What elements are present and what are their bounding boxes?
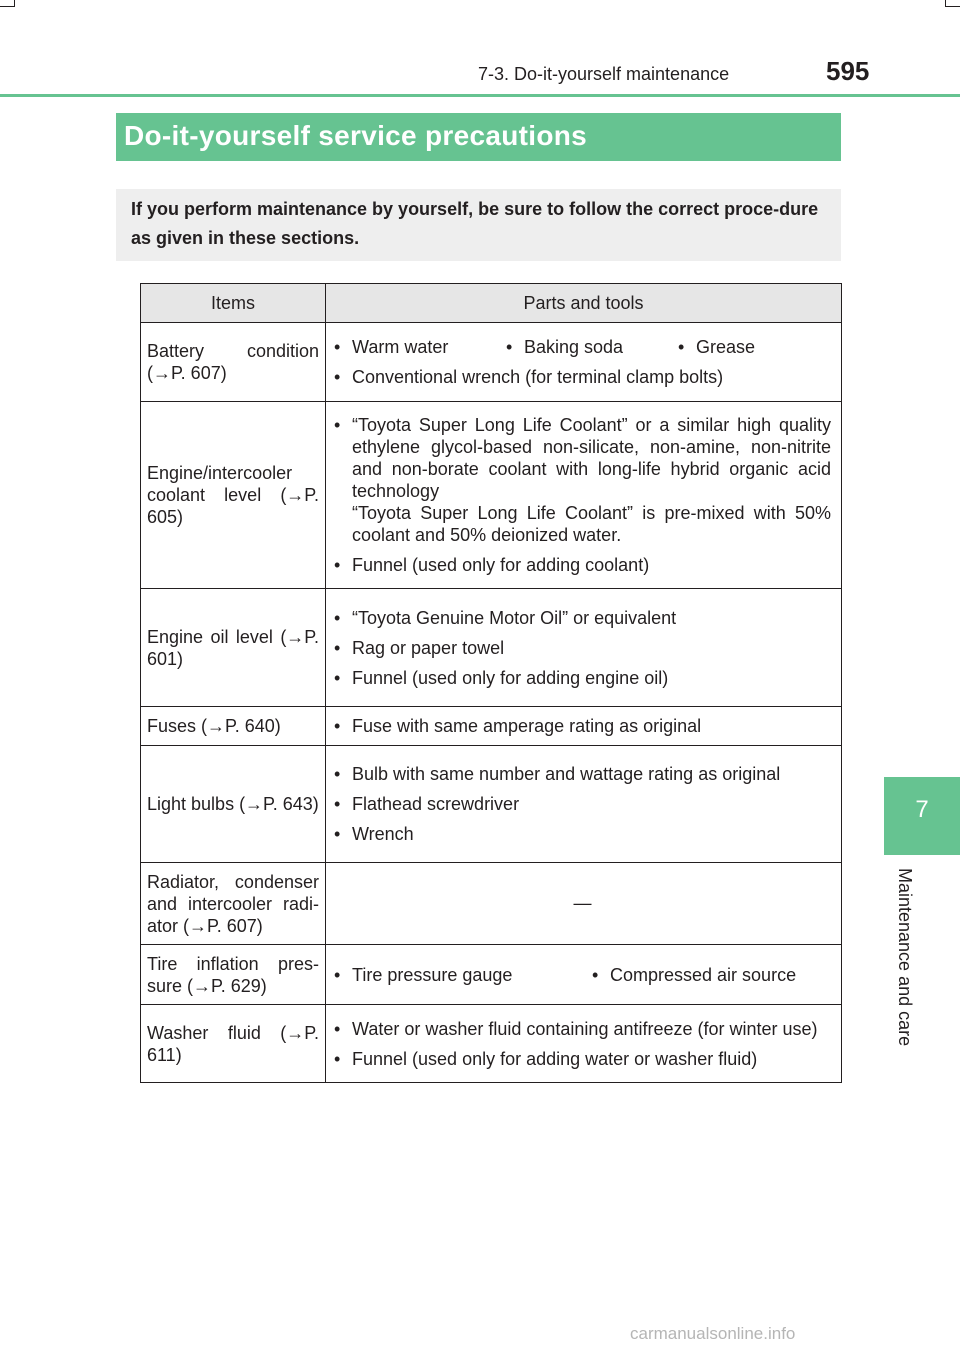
item-cell: Engine/intercooler coolant level (→P. 605) [141, 402, 326, 589]
bullet-item: • Funnel (used only for adding water or washer fluid) [334, 1048, 758, 1069]
chapter-label: Maintenance and care [895, 868, 915, 1047]
bullet-item: • Conventional wrench (for terminal clamp bolts) [334, 367, 724, 387]
item-cell: Engine oil level (→P. 601) [141, 589, 326, 707]
bullet-item: • Warm water [334, 337, 449, 357]
bullet-item: • Wrench [334, 824, 414, 844]
parts-cell [326, 707, 842, 746]
bullet-item: • Baking soda [506, 337, 624, 357]
bullet-item: • Fuse with same amperage rating as original [334, 716, 702, 736]
parts-cell-empty: — [326, 863, 842, 945]
crop-mark [0, 6, 15, 7]
table-row [141, 402, 842, 589]
parts-table [140, 283, 842, 1083]
bullet-item: • Compressed air source [592, 964, 797, 985]
bullet-item: • Funnel (used only for adding coolant) [334, 555, 650, 575]
item-cell: Tire inflation pres-sure (→P. 629) [141, 945, 326, 1005]
page-number: 595 [826, 56, 870, 86]
watermark: carmanualsonline.info [630, 1324, 796, 1343]
column-header-parts: Parts and tools [326, 284, 842, 323]
parts-cell [326, 323, 842, 402]
column-header-items: Items [141, 284, 326, 323]
parts-cell [326, 945, 842, 1005]
title-bar [116, 113, 841, 161]
table-row [141, 1005, 842, 1083]
bullet-item: • Bulb with same number and wattage rating as original [334, 764, 781, 784]
parts-cell [326, 746, 842, 863]
chapter-tab [884, 777, 960, 855]
bullet-item: • Rag or paper towel [334, 637, 505, 658]
item-cell: Light bulbs (→P. 643) [141, 746, 326, 863]
section-heading: 7-3. Do-it-yourself maintenance [478, 64, 730, 84]
parts-cell [326, 589, 842, 707]
crop-mark [945, 6, 960, 7]
intro-box [116, 189, 841, 261]
bullet-item: • Tire pressure gauge [334, 964, 513, 985]
bullet-note: “Toyota Super Long Life Coolant” is pre-mixed with 50% coolant and 50% deionized water. [352, 503, 831, 545]
table-row [141, 707, 842, 746]
table-row [141, 746, 842, 863]
bullet-item: • Flathead screwdriver [334, 794, 520, 814]
bullet-item: • Funnel (used only for adding engine oil) [334, 667, 669, 688]
parts-cell [326, 402, 842, 589]
table-header-row [141, 284, 842, 323]
parts-cell [326, 1005, 842, 1083]
table-row [141, 863, 842, 945]
bullet-item: • “Toyota Super Long Life Coolant” or a similar high quality ethylene glycol-based non-silicate, non-amine, non-nitrite and non-borate coolant with long-life hybrid organic acid technology [334, 415, 831, 501]
table-row [141, 589, 842, 707]
item-cell: Washer fluid (→P. 611) [141, 1005, 326, 1083]
item-cell: Battery condition (→P. 607) [141, 323, 326, 402]
item-cell: Fuses (→P. 640) [141, 707, 326, 746]
page-title: Do-it-yourself service precautions [124, 120, 587, 151]
bullet-item: • “Toyota Genuine Motor Oil” or equivalent [334, 607, 677, 628]
item-cell: Radiator, condenser and intercooler radi-ator (→P. 607) [141, 863, 326, 945]
bullet-item: • Water or washer fluid containing antifreeze (for winter use) [334, 1018, 818, 1039]
chapter-number: 7 [915, 796, 929, 823]
header-rule [0, 94, 960, 97]
table-row [141, 323, 842, 402]
bullet-item: • Grease [678, 337, 756, 357]
intro-text: If you perform maintenance by yourself, be sure to follow the correct proce-dure as given in these sections. [131, 199, 819, 248]
table-row [141, 945, 842, 1005]
